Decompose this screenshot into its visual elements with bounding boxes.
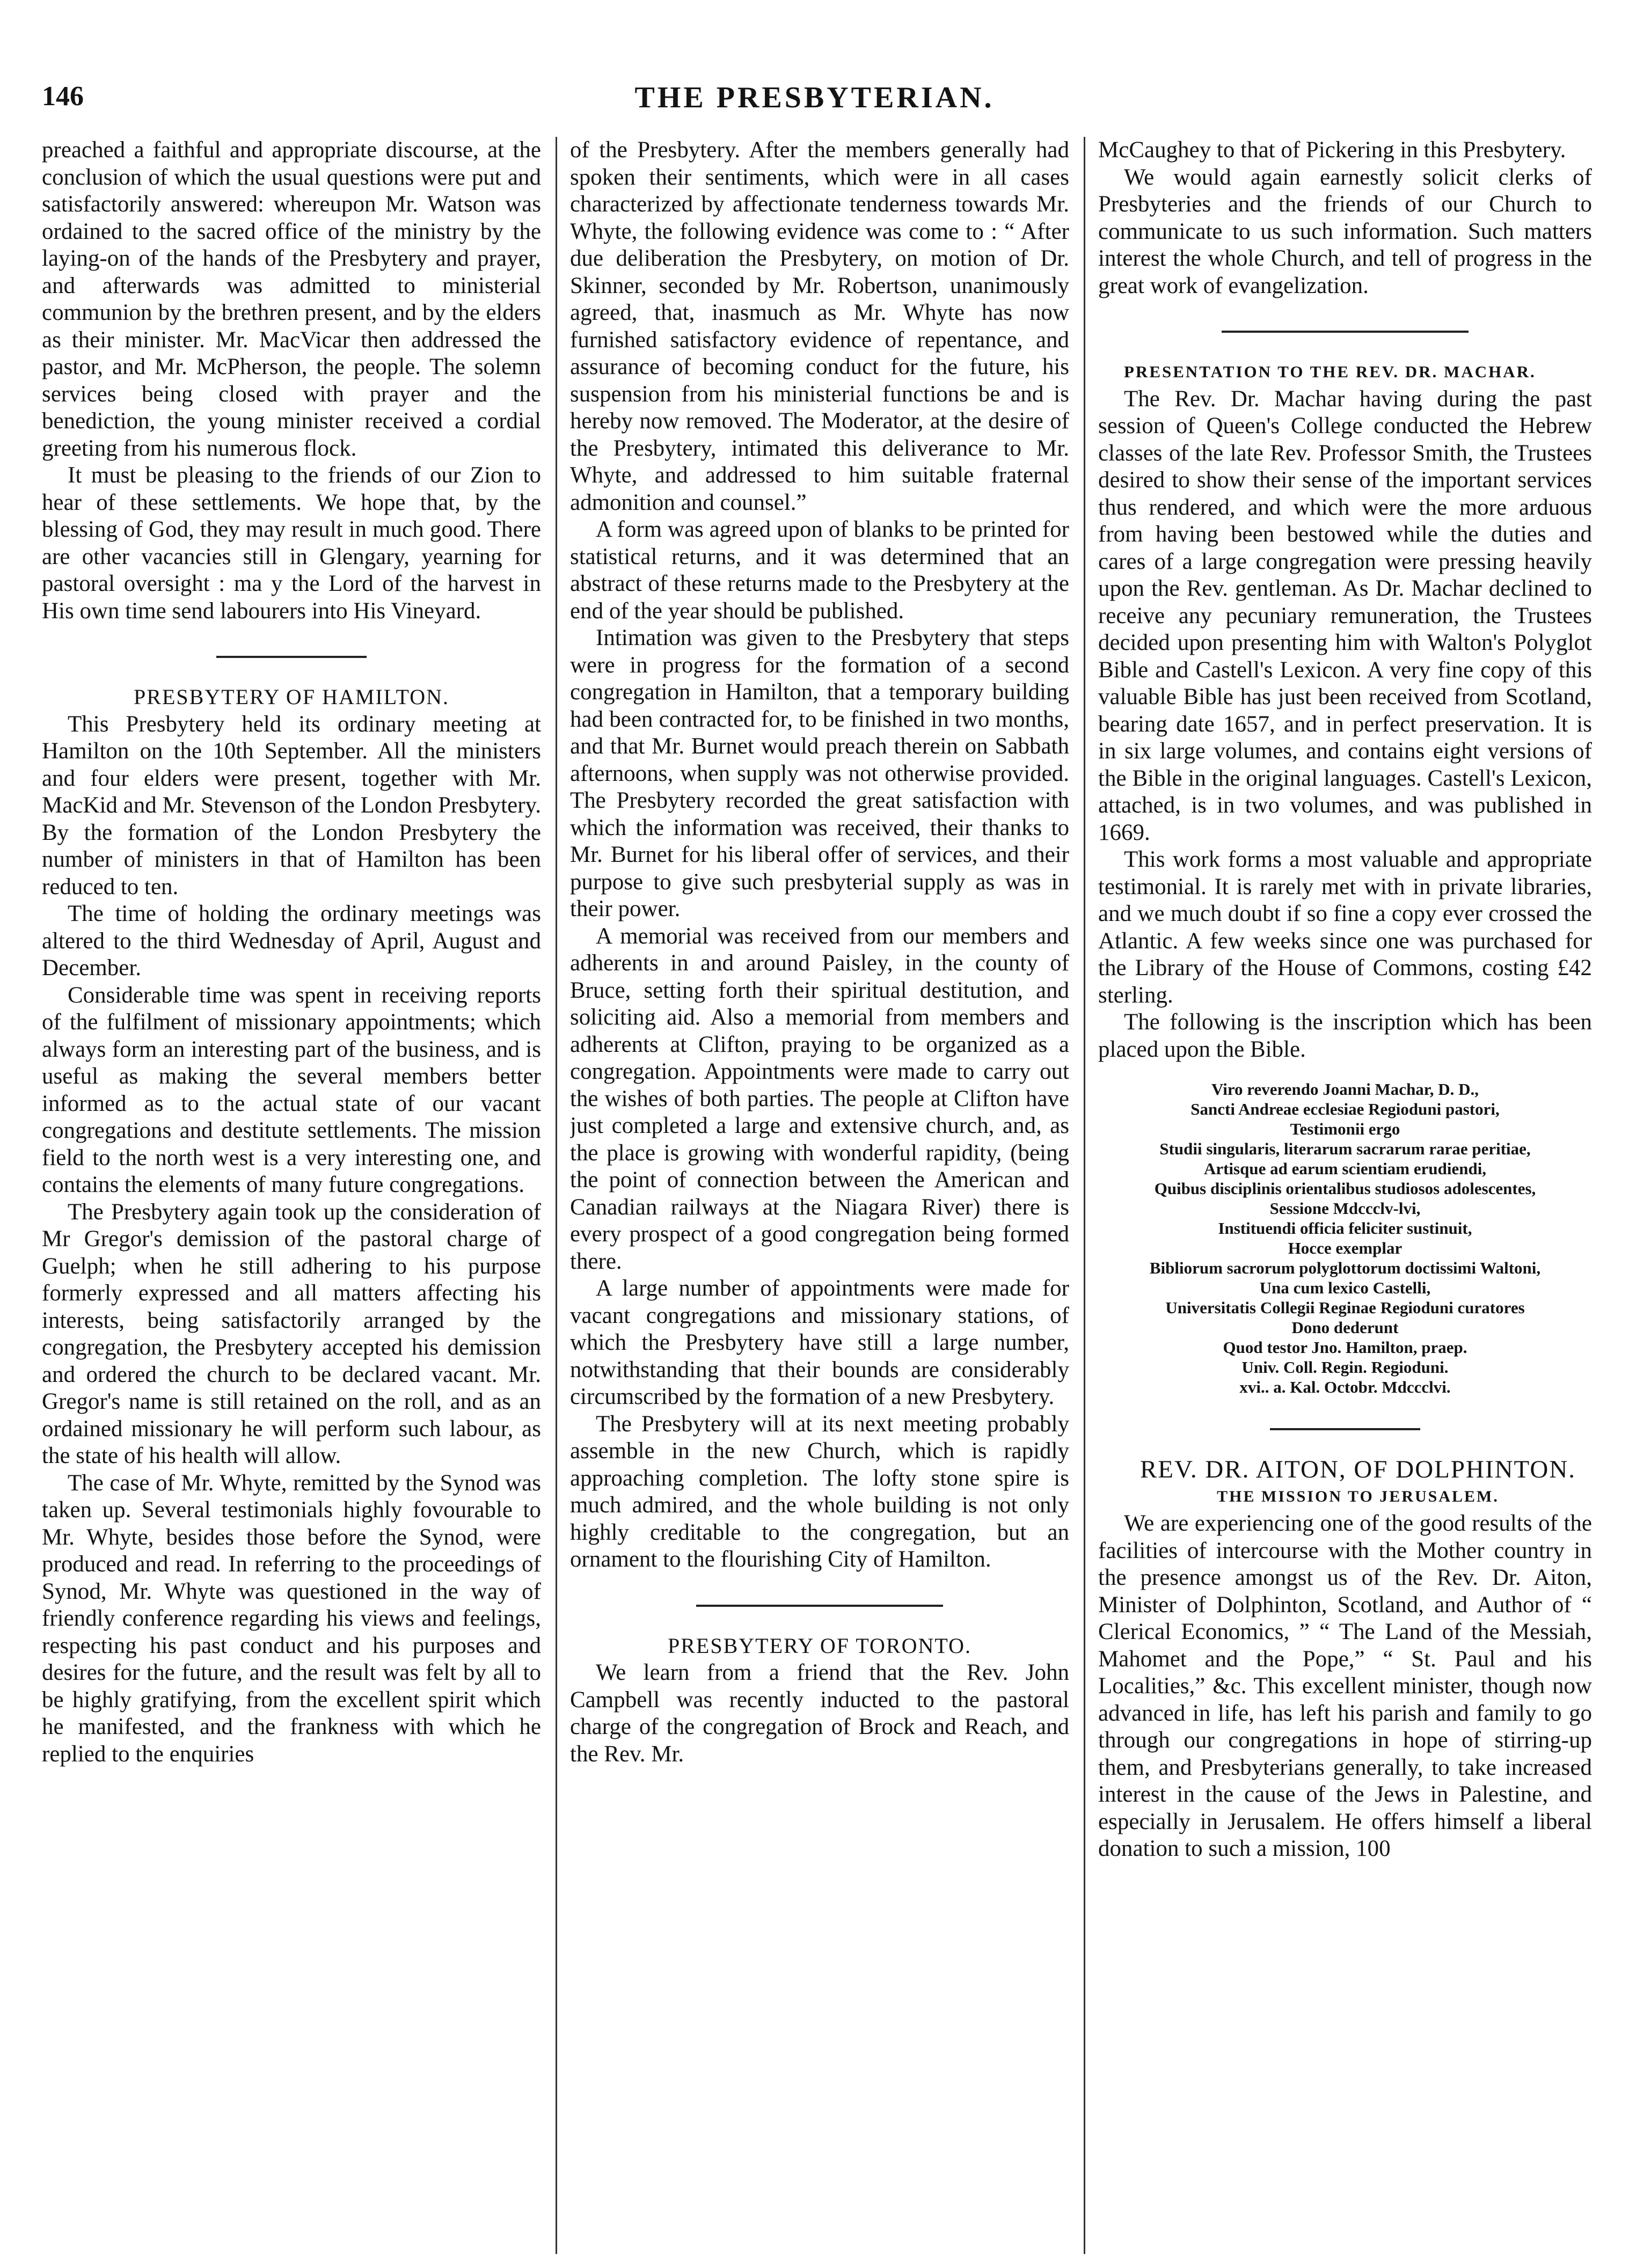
paragraph: This work forms a most valuable and appropriate testimonial. It is rarely met with in private libraries, and we much doubt if so fine a copy ever crossed the Atlantic. A few weeks since one was purchased for the Library of the House of Commons, costing £42 sterling. (1098, 847, 1592, 1008)
subheading-mission-to-jerusalem: THE MISSION TO JERUSALEM. (1217, 1487, 1499, 1505)
inscription-line: Sessione Mdccclv-lvi, (1269, 1199, 1421, 1218)
inscription-line: Testimonii ergo (1290, 1120, 1400, 1138)
inscription-line: Hocce exemplar (1288, 1239, 1402, 1257)
paragraph: A form was agreed upon of blanks to be printed for statistical returns, and it was determined that an abstract of these returns made to the Presbytery at the end of the year should be published. (570, 517, 1069, 624)
paragraph: We are experiencing one of the good results of the facilities of intercourse with the Mother country in the presence amongst us of the Rev. Dr. Aiton, Minister of Dolphinton, Scotland, and Author of “ Clerical Economics, ” “ The Land of the Messiah, Mahomet and the Pope,” “ St. Paul and his Localities,” &c. This excellent minister, though now advanced in life, has left his parish and family to go through our congregations in hope of stirring-up them, and Presbyterians generally, to take increased interest in the cause of the Jews in Palestine, and especially in Jerusalem. He offers himself a liberal donation to such a mission, 100 (1098, 1511, 1592, 1861)
inscription-line: Quod testor Jno. Hamilton, praep. (1223, 1338, 1467, 1357)
section-divider (1270, 1428, 1420, 1430)
inscription-line: Artisque ad earum scientiam erudiendi, (1203, 1159, 1487, 1178)
paragraph: McCaughey to that of Pickering in this Presbytery. (1098, 137, 1566, 163)
paragraph: It must be pleasing to the friends of our Zion to hear of these settlements. We hope that, by the blessing of God, they may result in much good. There are other vacancies still in Glengary, yearning for pastoral oversight : ma y the Lord of the harvest in His own time send labourers into His Vineyard. (42, 463, 541, 624)
inscription-line: Quibus disciplinis orientalibus studiosos adolescentes, (1154, 1179, 1536, 1198)
inscription-line: Sancti Andreae ecclesiae Regioduni pastori, (1190, 1100, 1500, 1118)
inscription-line: Univ. Coll. Regin. Regioduni. (1241, 1358, 1449, 1377)
paragraph: Considerable time was spent in receiving reports of the fulfilment of missionary appointments; which always form an interesting part of the business, and is useful as making the several members better informed as to the actual state of our vacant congregations and destitute settlements. The mission field to the north west is a very interesting one, and contains the elements of many future congregations. (42, 982, 541, 1197)
paragraph: Intimation was given to the Presbytery that steps were in progress for the formation of a second congregation in Hamilton, that a temporary building had been contracted for, to be finished in two months, and that Mr. Burnet would preach therein on Sabbath afternoons, when supply was not otherwise provided. The Presbytery recorded the great satisfaction with which the information was received, their thanks to Mr. Burnet for his liberal offer of services, and their purpose to give such presbyterial supply as was in their power. (570, 625, 1069, 921)
inscription-line: xvi.. a. Kal. Octobr. Mdccclvi. (1239, 1378, 1451, 1396)
section-divider (1222, 331, 1469, 333)
inscription-line: Universitatis Collegii Reginae Regioduni curatores (1165, 1298, 1525, 1317)
paragraph: A large number of appointments were made for vacant congregations and missionary stations, of which the Presbytery have still a large number, notwithstanding that their bounds are considerably circumscribed by the formation of a new Presbytery. (570, 1276, 1069, 1409)
column-divider-left (556, 137, 557, 2254)
column-3 (1098, 137, 1592, 2259)
paragraph: This Presbytery held its ordinary meeting at Hamilton on the 10th September. All the ministers and four elders were present, together with Mr. MacKid and Mr. Stevenson of the London Presbytery. By the formation of the London Presbytery the number of ministers in that of Hamilton has been reduced to ten. (42, 711, 541, 899)
heading-presbytery-of-toronto: PRESBYTERY OF TORONTO. (668, 1633, 971, 1658)
paragraph: of the Presbytery. After the members generally had spoken their sentiments, which were in all cases characterized by affectionate tenderness towards Mr. Whyte, the following evidence was come to : “ After due deliberation the Presbytery, on motion of Dr. Skinner, seconded by Mr. Robertson, unanimously agreed, that, inasmuch as Mr. Whyte has now furnished satisfactory evidence of repentance, and assurance of becoming conduct for the future, his suspension from his ministerial functions be and is hereby now removed. The Moderator, at the desire of the Presbytery, intimated this deliverance to Mr. Whyte, and addressed to him suitable fraternal admonition and counsel.” (570, 137, 1069, 515)
inscription-line: Dono dederunt (1291, 1318, 1399, 1337)
paragraph: The following is the inscription which has been placed upon the Bible. (1098, 1009, 1592, 1062)
column-2 (570, 137, 1069, 2259)
latin-inscription (1098, 1079, 1592, 1397)
column-divider-right (1084, 137, 1085, 2254)
paragraph: The time of holding the ordinary meetings was altered to the third Wednesday of April, August and December. (42, 901, 541, 981)
heading-rev-dr-aiton: REV. DR. AITON, OF DOLPHINTON. (1139, 1455, 1576, 1483)
paragraph: A memorial was received from our members and adherents in and around Paisley, in the county of Bruce, setting forth their spiritual destitution, and soliciting aid. Also a memorial from members and adherents at Clifton, praying to be organized as a congregation. Appointments were made to carry out the wishes of both parties. The people at Clifton have just completed a large and extensive church, and, as the place is growing with wonderful rapidity, (being the point of connection between the American and Canadian railways at the Niagara River) there is every prospect of a good congregation being formed there. (570, 923, 1069, 1274)
paragraph: We learn from a friend that the Rev. John Campbell was recently inducted to the pastoral charge of the congregation of Brock and Reach, and the Rev. Mr. (570, 1660, 1069, 1767)
heading-presentation-to-dr-machar: PRESENTATION TO THE REV. DR. MACHAR. (1124, 362, 1536, 381)
paragraph: preached a faithful and appropriate discourse, at the conclusion of which the usual questions were put and satisfactorily answered: whereupon Mr. Watson was ordained to the sacred office of the ministry by the laying-on of the hands of the Presbytery and prayer, and afterwards was admitted to ministerial communion by the brethren present, and by the elders as their minister. Mr. MacVicar then addressed the pastor, and Mr. McPherson, the people. The solemn services being closed with prayer and the benediction, the young minister received a cordial greeting from his numerous flock. (42, 137, 541, 461)
paragraph: The Presbytery will at its next meeting probably assemble in the new Church, which is rapidly approaching completion. The lofty stone spire is much admired, and the whole building is not only highly creditable to the congregation, but an ornament to the flourishing City of Hamilton. (570, 1411, 1069, 1572)
paragraph: The case of Mr. Whyte, remitted by the Synod was taken up. Several testimonials highly fovourable to Mr. Whyte, besides those before the Synod, were produced and read. In referring to the proceedings of Synod, Mr. Whyte was questioned in the way of friendly conference regarding his views and feelings, respecting his past conduct and his purposes and desires for the future, and the result was felt by all to be highly gratifying, from the excellent spirit which he manifested, and the frankness with which he replied to the enquiries (42, 1470, 541, 1767)
inscription-line: Instituendi officia feliciter sustinuit, (1218, 1219, 1472, 1238)
section-divider (216, 656, 367, 658)
inscription-line: Bibliorum sacrorum polyglottorum doctissimi Waltoni, (1149, 1259, 1541, 1277)
page-number: 146 (42, 81, 84, 112)
paragraph: The Presbytery again took up the consideration of Mr Gregor's demission of the pastoral charge of Guelph; when he still adhering to his purpose formerly expressed and all matters affecting his interests, being satisfactorily arranged by the congregation, the Presbytery accepted his demission and ordered the church to be declared vacant. Mr. Gregor's name is still retained on the roll, and as an ordained missionary he will perform such labour, as the state of his health will allow. (42, 1199, 541, 1468)
paragraph: The Rev. Dr. Machar having during the past session of Queen's College conducted the Hebrew classes of the late Rev. Professor Smith, the Trustees desired to show their sense of the important services thus rendered, and which were the more arduous from having been bestowed while the duties and cares of a large congregation were pressing heavily upon the Rev. gentleman. As Dr. Machar declined to receive any pecuniary remuneration, the Trustees decided upon presenting him with Walton's Polyglot Bible and Castell's Lexicon. A very fine copy of this valuable Bible has just been received from Scotland, bearing date 1657, and in perfect preservation. It is in six large volumes, and contains eight versions of the Bible in the original languages. Castell's Lexicon, attached, is in two volumes, and was published in 1669. (1098, 386, 1592, 845)
inscription-line: Una cum lexico Castelli, (1259, 1278, 1431, 1297)
column-1 (42, 137, 541, 2259)
paragraph: We would again earnestly solicit clerks of Presbyteries and the friends of our Church to communicate to us such information. Such matters interest the whole Church, and tell of progress in the great work of evangelization. (1098, 164, 1592, 298)
inscription-line: Viro reverendo Joanni Machar, D. D., (1211, 1080, 1479, 1099)
heading-presbytery-of-hamilton: PRESBYTERY OF HAMILTON. (134, 685, 449, 709)
inscription-line: Studii singularis, literarum sacrarum rarae peritiae, (1159, 1139, 1531, 1158)
section-divider (696, 1605, 943, 1607)
running-title: THE PRESBYTERIAN. (634, 81, 995, 114)
